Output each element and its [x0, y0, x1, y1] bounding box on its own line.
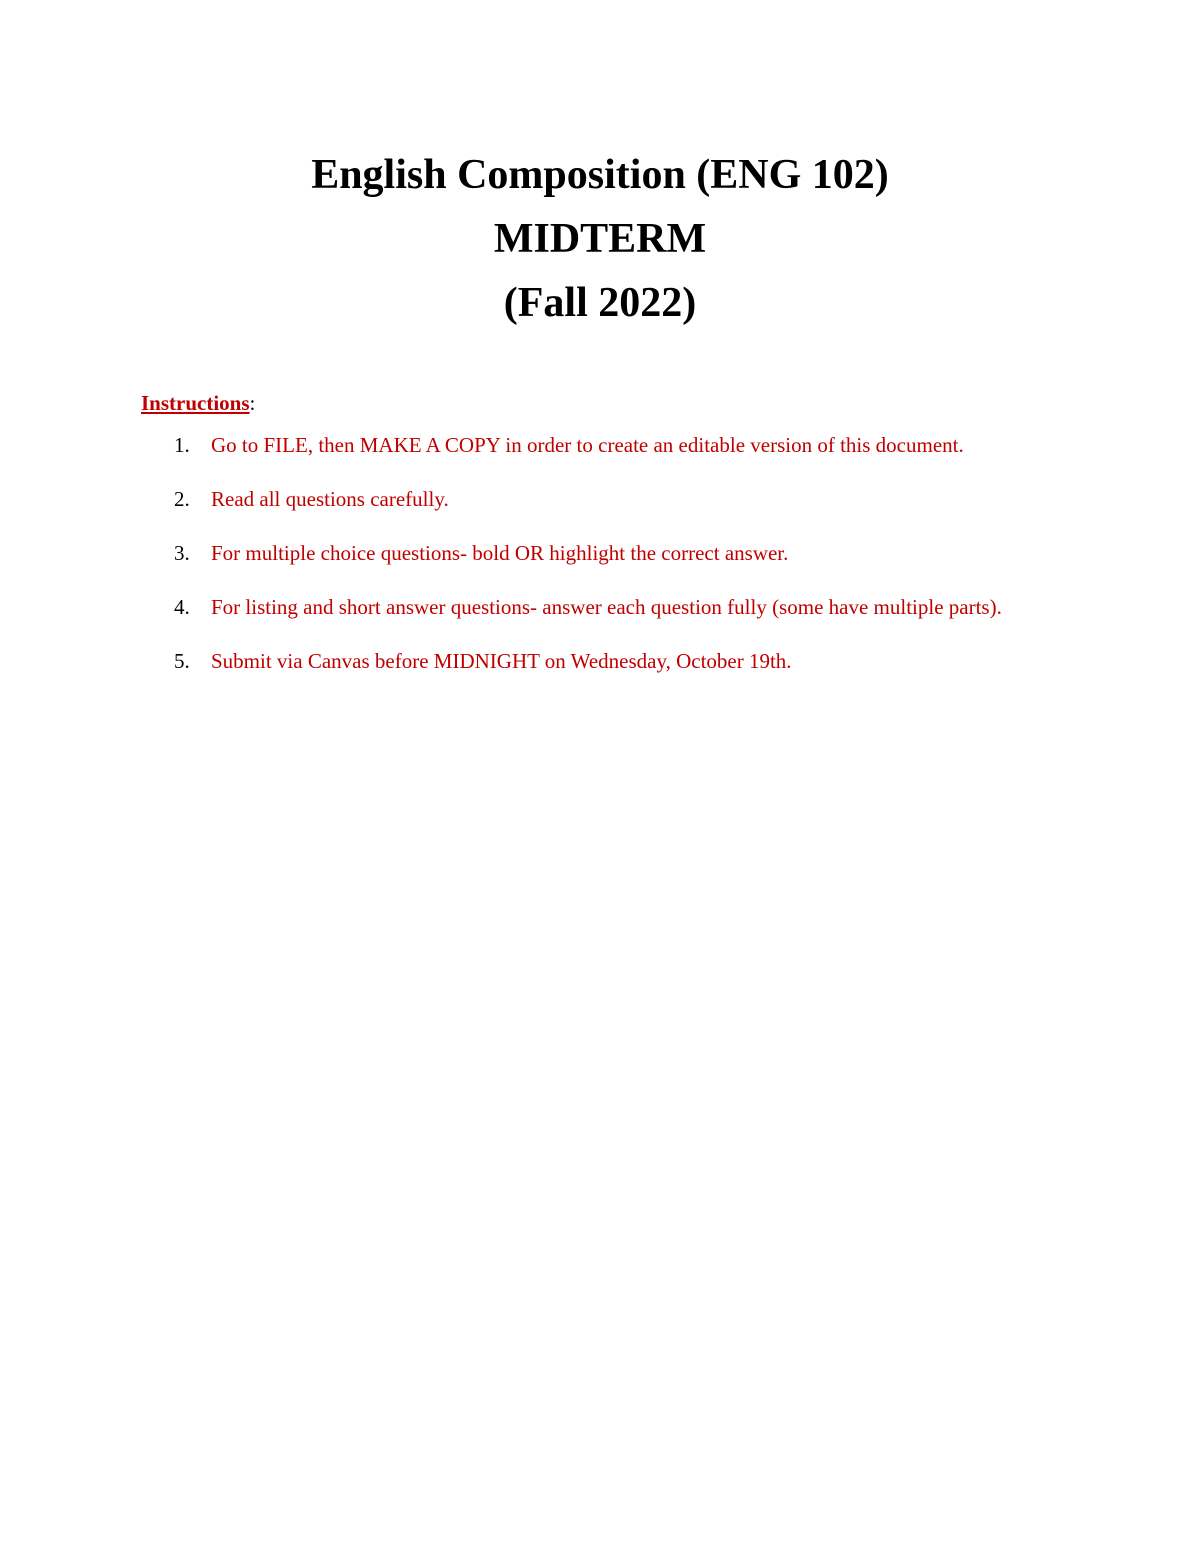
list-item [141, 472, 1081, 526]
list-item-text: Submit via Canvas before MIDNIGHT on Wednesday, October 19th. [211, 649, 792, 673]
instructions-heading [141, 388, 1081, 418]
list-item [141, 418, 1081, 472]
list-item-number: 1. [174, 433, 190, 457]
title-term: (Fall 2022) [503, 280, 697, 326]
list-item [141, 580, 1081, 634]
list-item-text: For listing and short answer questions- answer each question fully (some have multiple parts). [211, 595, 1002, 619]
instructions-label: Instructions [141, 391, 250, 415]
list-item [141, 634, 1081, 688]
instructions-section [141, 388, 1081, 688]
list-item [141, 526, 1081, 580]
list-item-text: Go to FILE, then MAKE A COPY in order to create an editable version of this document. [211, 433, 964, 457]
list-item-text: For multiple choice questions- bold OR highlight the correct answer. [211, 541, 789, 565]
list-item-text: Read all questions carefully. [211, 487, 449, 511]
list-item-number: 4. [174, 595, 190, 619]
instructions-list [141, 418, 1081, 688]
list-item-number: 2. [174, 487, 190, 511]
title-exam: MIDTERM [493, 216, 707, 262]
document-title [0, 143, 1200, 335]
instructions-colon: : [249, 391, 256, 415]
list-item-number: 3. [174, 541, 190, 565]
list-item-number: 5. [174, 649, 190, 673]
title-course: English Composition (ENG 102) [311, 152, 889, 198]
